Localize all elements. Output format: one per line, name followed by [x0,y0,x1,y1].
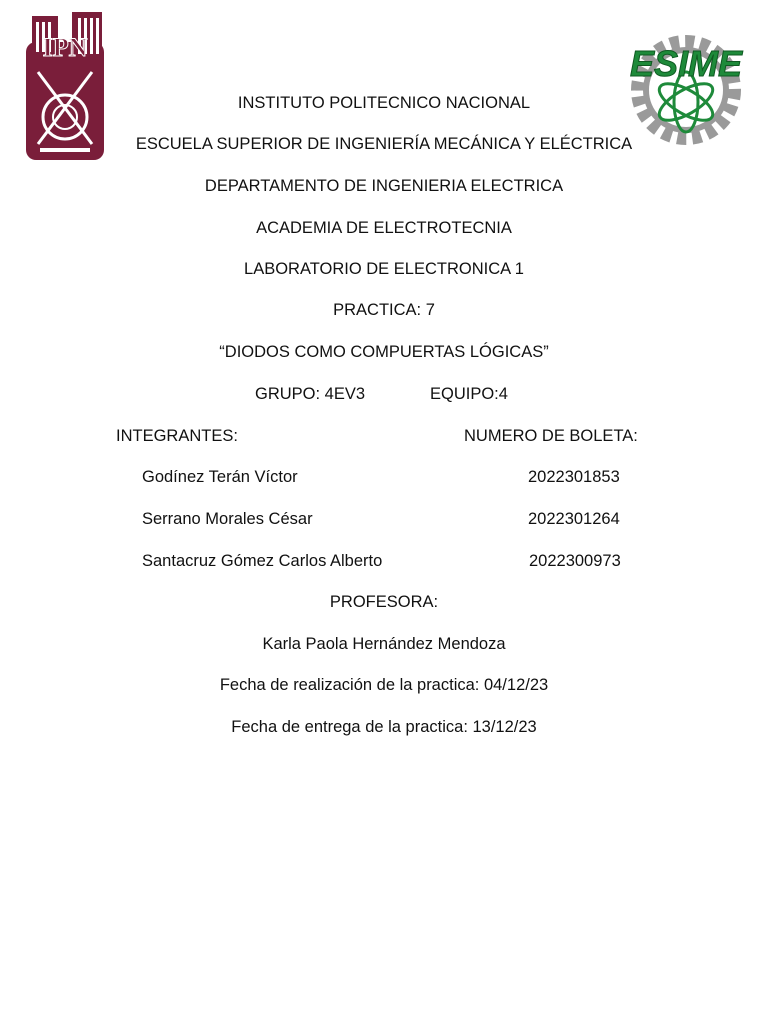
esime-logo-text: ESIME [629,43,743,84]
institute-name: INSTITUTO POLITECNICO NACIONAL [237,94,531,112]
ipn-logo-text: IPN [42,33,88,62]
academy-name: ACADEMIA DE ELECTROTECNIA [256,219,512,237]
practice-number: PRACTICA: 7 [333,301,435,319]
esime-logo [612,20,760,152]
teacher-heading: PROFESORA: [329,593,439,611]
member-id: 2022301853 [528,468,620,486]
school-name: ESCUELA SUPERIOR DE INGENIERÍA MECÁNICA Y ELÉCTRICA [135,135,633,153]
member-id: 2022301264 [528,510,620,528]
team-label: EQUIPO:4 [430,385,508,403]
members-heading: INTEGRANTES: [116,427,238,445]
laboratory-name: LABORATORIO DE ELECTRONICA 1 [244,260,524,278]
teacher-name: Karla Paola Hernández Mendoza [262,635,506,653]
member-name: Serrano Morales César [142,510,313,528]
department-name: DEPARTAMENTO DE INGENIERIA ELECTRICA [204,177,564,195]
member-name: Godínez Terán Víctor [142,468,298,486]
practice-title: “DIODOS COMO COMPUERTAS LÓGICAS” [219,343,549,361]
id-heading: NUMERO DE BOLETA: [464,427,638,445]
member-id: 2022300973 [529,552,621,570]
date-delivered: Fecha de entrega de la practica: 13/12/23 [231,718,537,736]
date-performed: Fecha de realización de la practica: 04/12/23 [219,676,549,694]
group-label: GRUPO: 4EV3 [255,385,366,403]
member-name: Santacruz Gómez Carlos Alberto [142,552,383,570]
